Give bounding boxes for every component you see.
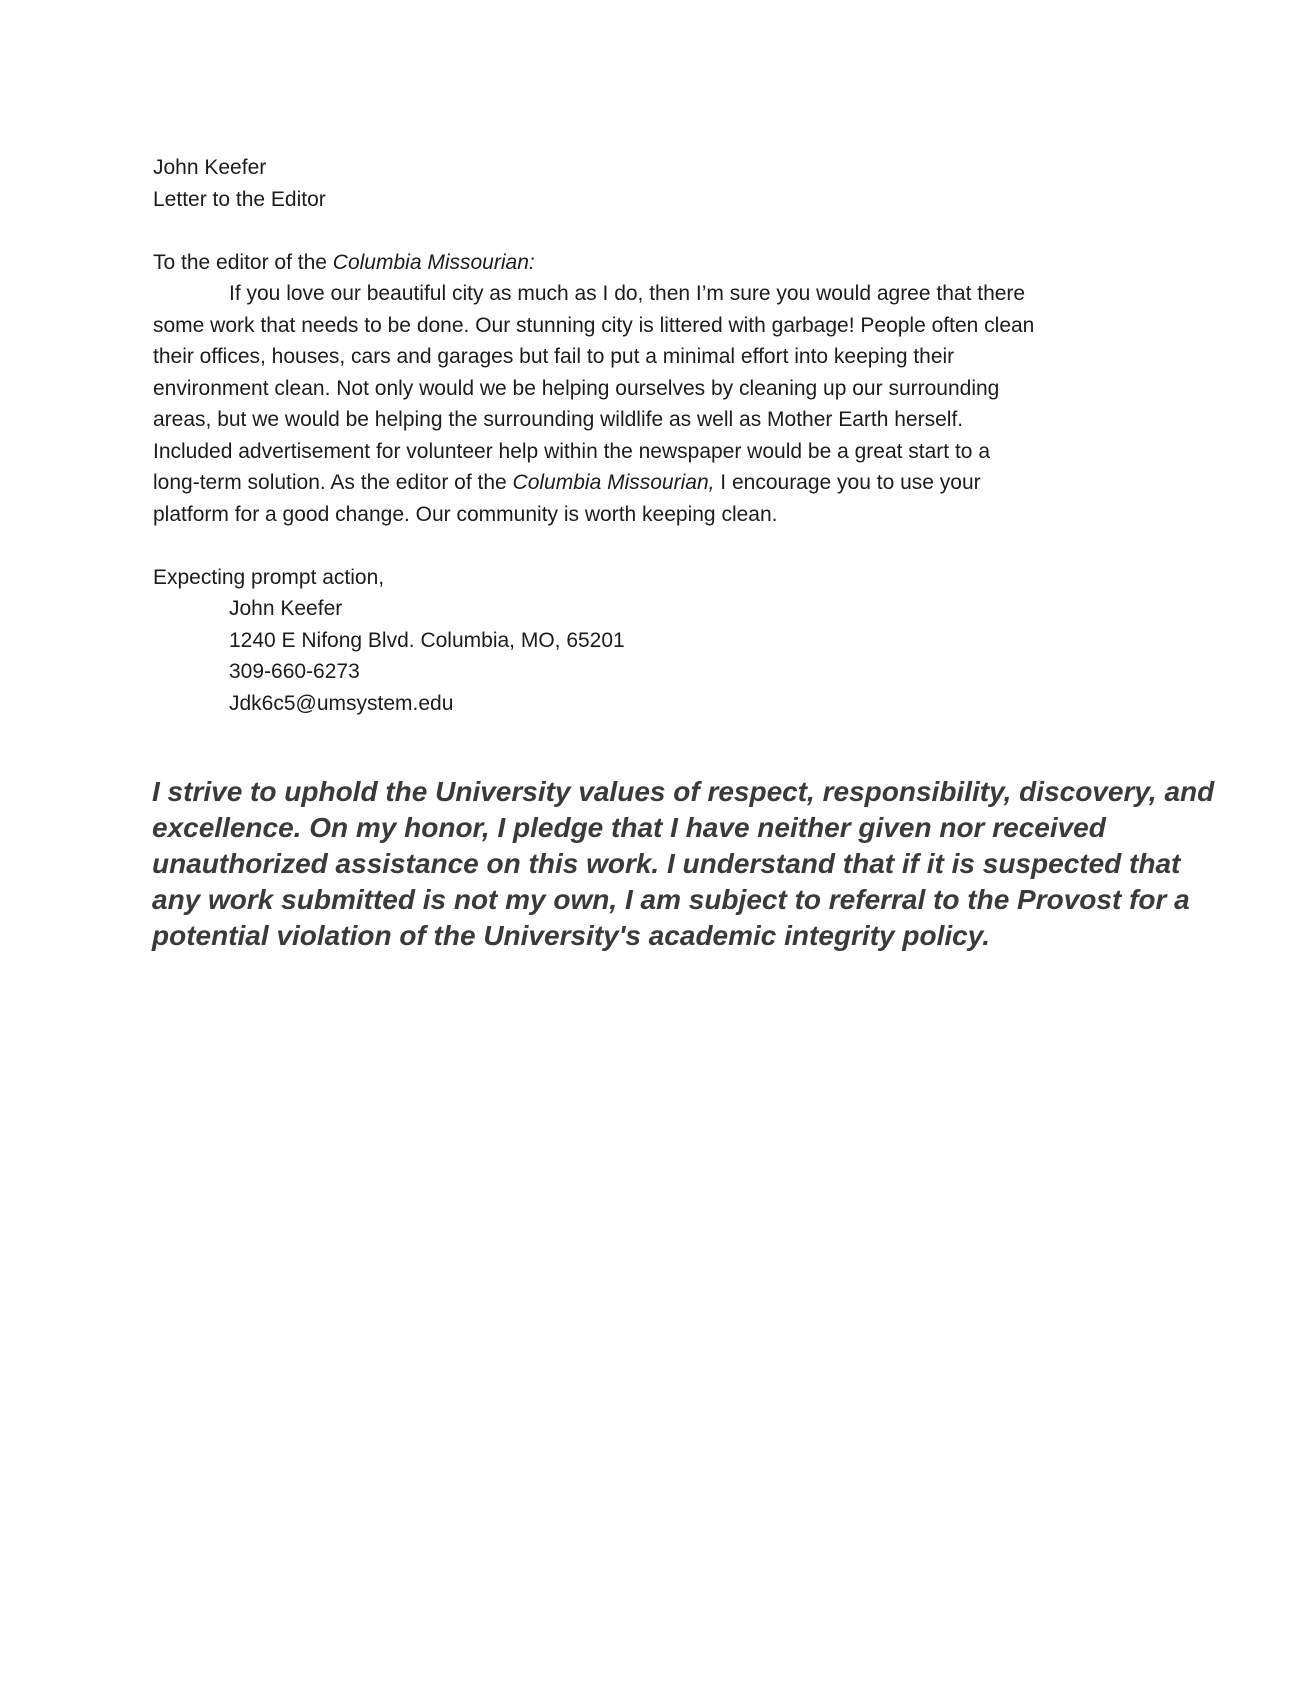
pledge-line: excellence. On my honor, I pledge that I have neither given nor received xyxy=(152,812,1106,843)
author-name: John Keefer xyxy=(153,156,267,179)
letter-body xyxy=(153,278,1153,530)
pledge-line: potential violation of the University's academic integrity policy. xyxy=(152,920,991,951)
document-title: Letter to the Editor xyxy=(153,187,326,211)
body-text: I encourage you to use your xyxy=(714,471,981,494)
signature-address: 1240 E Nifong Blvd. Columbia, MO, 65201 xyxy=(229,628,625,652)
honor-pledge xyxy=(152,774,1215,954)
spacer xyxy=(153,530,1153,562)
publication-name: Columbia Missourian: xyxy=(332,250,535,274)
body-line xyxy=(153,467,1153,499)
salutation-prefix: To the editor of the xyxy=(153,250,333,274)
body-line: If you love our beautiful city as much as I do, then I’m sure you would agree that there xyxy=(229,282,1026,305)
publication-name-inline: Columbia Missourian, xyxy=(512,471,715,494)
signature-name: John Keefer xyxy=(229,597,343,620)
letter xyxy=(153,152,1153,719)
signature-phone: 309-660-6273 xyxy=(229,660,360,683)
body-line: Included advertisement for volunteer help within the newspaper would be a great start to a xyxy=(153,439,990,463)
signature-email: Jdk6c5@umsystem.edu xyxy=(229,691,454,715)
pledge-line: I strive to uphold the University values of respect, responsibility, discovery, and xyxy=(152,776,1215,807)
spacer xyxy=(153,215,1153,247)
body-line: areas, but we would be helping the surrounding wildlife as well as Mother Earth herself. xyxy=(153,408,964,431)
body-line: environment clean. Not only would we be helping ourselves by cleaning up our surrounding xyxy=(153,376,1000,400)
signoff: Expecting prompt action, xyxy=(153,565,385,589)
body-line: their offices, houses, cars and garages but fail to put a minimal effort into keeping their xyxy=(153,345,955,368)
body-line: some work that needs to be done. Our stunning city is littered with garbage! People often clean xyxy=(153,313,1035,337)
body-line: platform for a good change. Our community is worth keeping clean. xyxy=(153,502,778,526)
pledge-line: any work submitted is not my own, I am subject to referral to the Provost for a xyxy=(152,884,1190,915)
pledge-line: unauthorized assistance on this work. I understand that if it is suspected that xyxy=(152,848,1181,879)
body-text: long-term solution. As the editor of the xyxy=(153,471,513,494)
salutation xyxy=(153,247,1153,279)
